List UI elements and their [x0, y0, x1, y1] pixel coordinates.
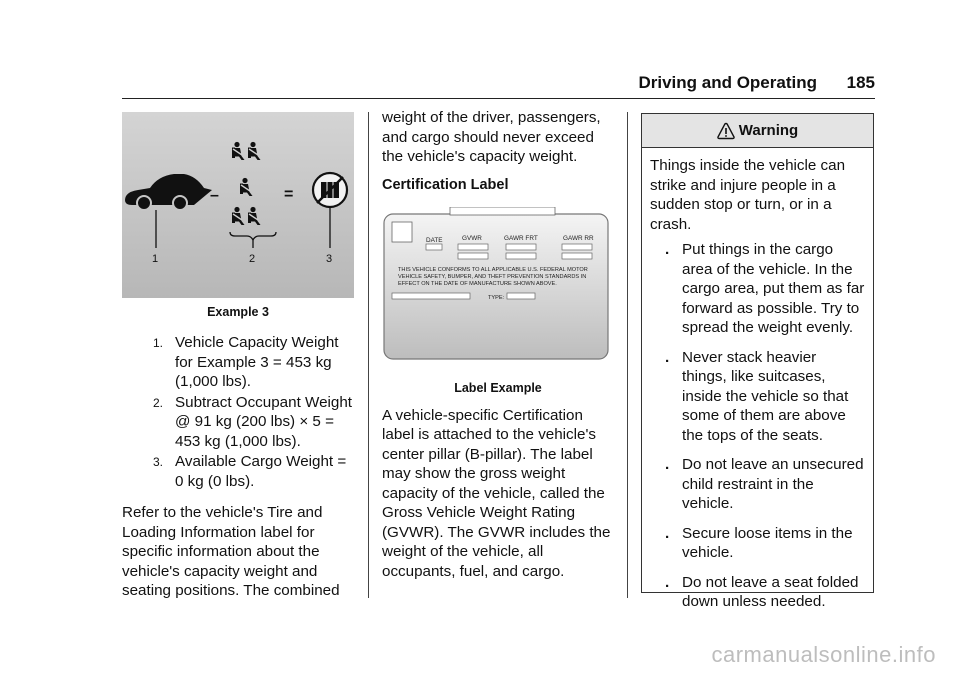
column-3	[641, 113, 874, 610]
label-field-gawr-rr: GAWR RR	[563, 234, 594, 242]
no-cargo-icon	[313, 173, 347, 207]
label-type-field: TYPE:	[488, 294, 505, 301]
label-statement-line: VEHICLE SAFETY, BUMPER, AND THEFT PREVENTION STANDARDS IN	[398, 273, 587, 280]
label-statement-line: THIS VEHICLE CONFORMS TO ALL APPLICABLE U.S. FEDERAL MOTOR	[398, 266, 588, 273]
label-field-gawr-frt: GAWR FRT	[504, 234, 538, 242]
certification-label-figure	[382, 207, 610, 361]
page-header	[122, 70, 875, 99]
list-item: . Do not leave an unsecured child restraint in the vehicle.	[665, 456, 864, 512]
body-paragraph: weight of the driver, passengers, and cargo should never exceed the vehicle's capacity weight.	[382, 109, 601, 165]
warning-triangle-icon	[717, 122, 735, 140]
warning-header	[642, 114, 873, 148]
watermark: carmanualsonline.info	[711, 642, 936, 667]
list-item: . Put things in the cargo area of the vehicle. In the cargo area, put them as far forward as possible. Try to spread the weight evenly.	[665, 241, 865, 336]
column-2	[382, 108, 614, 581]
page-number: 185	[846, 73, 875, 92]
warning-body	[642, 148, 873, 612]
figure-caption: Label Example	[454, 380, 542, 395]
section-subheading: Certification Label	[382, 176, 509, 193]
list-item: 1. Vehicle Capacity Weight for Example 3 = 453 kg (1,000 lbs).	[153, 334, 339, 390]
warning-box	[641, 113, 874, 610]
body-paragraph: A vehicle-specific Certification label is attached to the vehicle's center pillar (B-pillar). The label may show the gross weight capacity of the vehicle, called the Gross Vehicle Weight Rating (GVWR). The GVWR includes the weight of the vehicle, all occupants, fuel, and cargo.	[382, 406, 611, 580]
figure-caption: Example 3	[207, 305, 269, 319]
calculation-steps	[122, 333, 354, 491]
list-item: . Do not leave a seat folded down unless needed.	[665, 573, 859, 610]
list-item: . Never stack heavier things, like suitcases, inside the vehicle so that some of them are above the tops of the seats.	[665, 348, 849, 444]
label-statement-line: EFFECT ON THE DATE OF MANUFACTURE SHOWN ABOVE.	[398, 280, 557, 287]
column-1	[122, 112, 354, 601]
warning-bullets	[650, 240, 865, 612]
label-field-gvwr: GVWR	[462, 234, 482, 242]
minus-sign: –	[210, 187, 219, 204]
warning-intro: Things inside the vehicle can strike and injure people in a sudden stop or turn, or in a crash.	[650, 157, 846, 233]
capacity-example-figure	[122, 112, 354, 298]
column-divider-1	[368, 112, 369, 598]
callout-3: 3	[326, 253, 333, 265]
list-item: 3. Available Cargo Weight = 0 kg (0 lbs).	[153, 453, 347, 490]
list-item: 2. Subtract Occupant Weight @ 91 kg (200 lbs) × 5 = 453 kg (1,000 lbs).	[153, 393, 352, 450]
column-divider-2	[627, 112, 628, 598]
label-field-date: DATE	[426, 236, 443, 244]
callout-1: 1	[152, 253, 159, 265]
equals-sign: =	[284, 186, 294, 203]
callout-2: 2	[249, 253, 256, 265]
warning-title: Warning	[738, 122, 799, 139]
body-paragraph: Refer to the vehicle's Tire and Loading Information label for specific information about the vehicle's capacity weight and seating positions. The combined	[122, 504, 340, 599]
list-item: . Secure loose items in the vehicle.	[665, 524, 853, 561]
section-title: Driving and Operating	[638, 73, 817, 92]
